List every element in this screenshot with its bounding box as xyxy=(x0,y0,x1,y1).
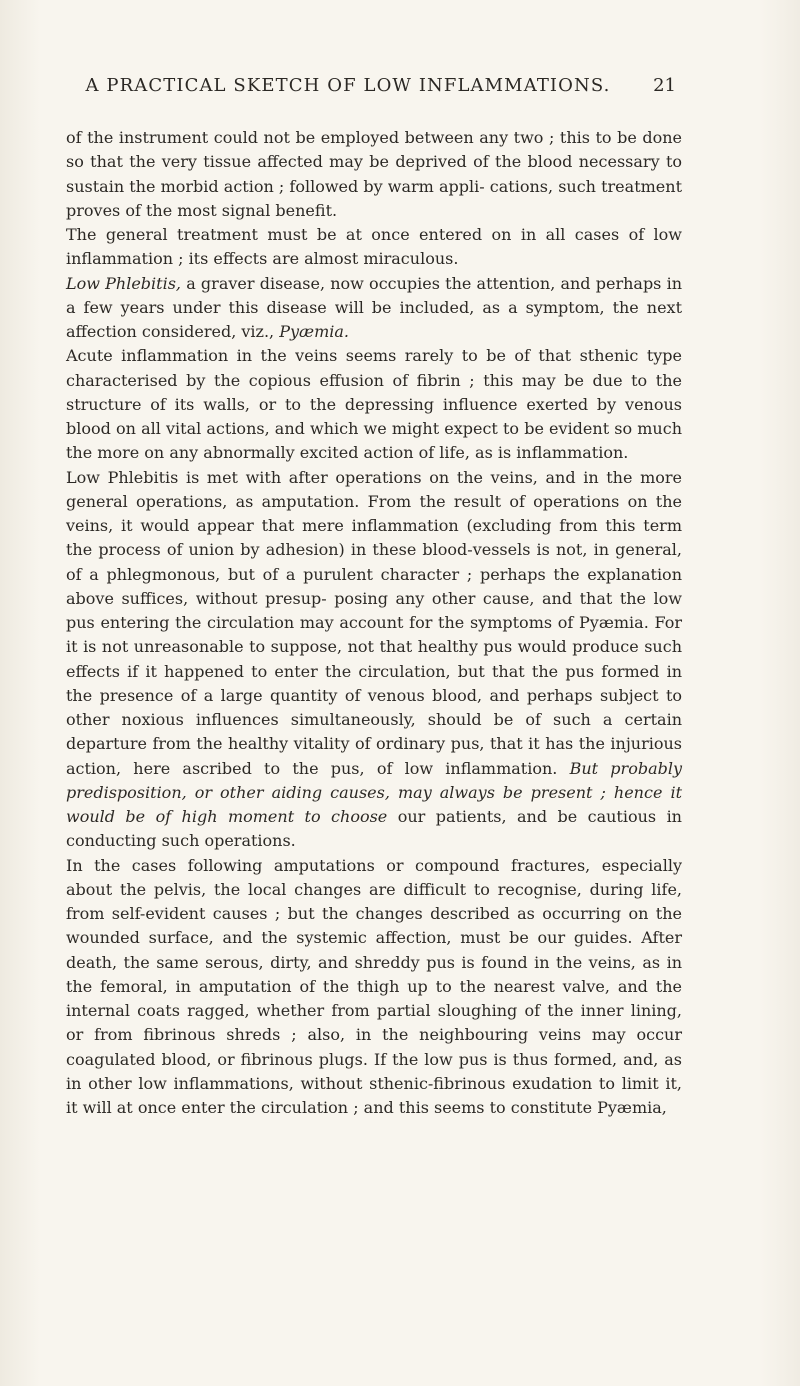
pyaemia-italic: Pyæmia. xyxy=(279,322,349,341)
paragraph-5-text-2: our patients, and be cautious in conducting such operations. xyxy=(66,807,682,851)
paragraph-2: The general treatment must be at once entered on in all cases of low inflammation ; its effects are almost miraculous. xyxy=(66,225,682,269)
running-head: A PRACTICAL SKETCH OF LOW INFLAMMATIONS. xyxy=(85,75,611,96)
paragraph-5-italic: But probably predisposition, or other aiding causes, may always be present ; hence it would be of high moment to choose xyxy=(66,758,683,826)
paragraph-3-text: a graver disease, now occupies the attention, and perhaps in a few years under this disease will be included, as a symptom, the next affection considered, viz., xyxy=(66,273,683,341)
paragraph-6: In the cases following amputations or compound fractures, especially about the pelvis, the local changes are difficult to recognise, during life, from self-evident causes ; but the changes described as occurring on the wounded surface, and the systemic affection, must be our guides. After death, the same serous, dirty, and shreddy pus is found in the veins, as in the femoral, in amputation of the thigh up to the nearest valve, and the internal coats ragged, whether from partial sloughing of the inner lining, or from fibrinous shreds ; also, in the neighbouring veins may occur coagulated blood, or fibrinous plugs. If the low pus is thus formed, and, as in other low inflammations, without sthenic-fibrinous exudation to limit it, it will at once enter the circulation ; and this seems to constitute Pyæmia, xyxy=(66,855,682,1117)
paragraph-3 xyxy=(66,272,682,345)
paragraph-1: of the instrument could not be employed between any two ; this to be done so that the very tissue affected may be deprived of the blood necessary to sustain the morbid action ; followed by warm appli- cations, such treatment proves of the most signal benefit. xyxy=(66,128,682,220)
paragraph-4: Acute inflammation in the veins seems rarely to be of that sthenic type characterised by the copious effusion of fibrin ; this may be due to the structure of its walls, or to the depressing influence exerted by venous blood on all vital actions, and which we might expect to be evident so much the more on any abnormally excited action of life, as is inflammation. xyxy=(66,346,682,463)
page-header xyxy=(66,75,676,105)
low-phlebitis-italic: Low Phlebitis, xyxy=(66,273,182,293)
paragraph-5 xyxy=(66,466,682,854)
paragraph-5-text-1: Low Phlebitis is met with after operations on the veins, and in the more general operations, as amputation. From the result of operations on the veins, it would appear that mere inflammation (excluding from this term the process of union by adhesion) in these blood-vessels is not, in general, of a phlegmonous, but of a purulent character ; perhaps the explanation above suffices, without presup- posing any other cause, and that the low pus entering the circulation may account for the symptoms of Pyæmia. For it is not unreasonable to suppose, not that healthy pus would produce such effects if it happened to enter the circulation, but that the pus formed in the presence of a large quantity of venous blood, and perhaps subject to other noxious influences simultaneously, should be of such a certain departure from the healthy vitality of ordinary pus, that it has the injurious action, here ascribed to the pus, of low inflammation. xyxy=(66,467,682,778)
page-number: 21 xyxy=(653,75,676,96)
body-text xyxy=(66,126,682,1120)
